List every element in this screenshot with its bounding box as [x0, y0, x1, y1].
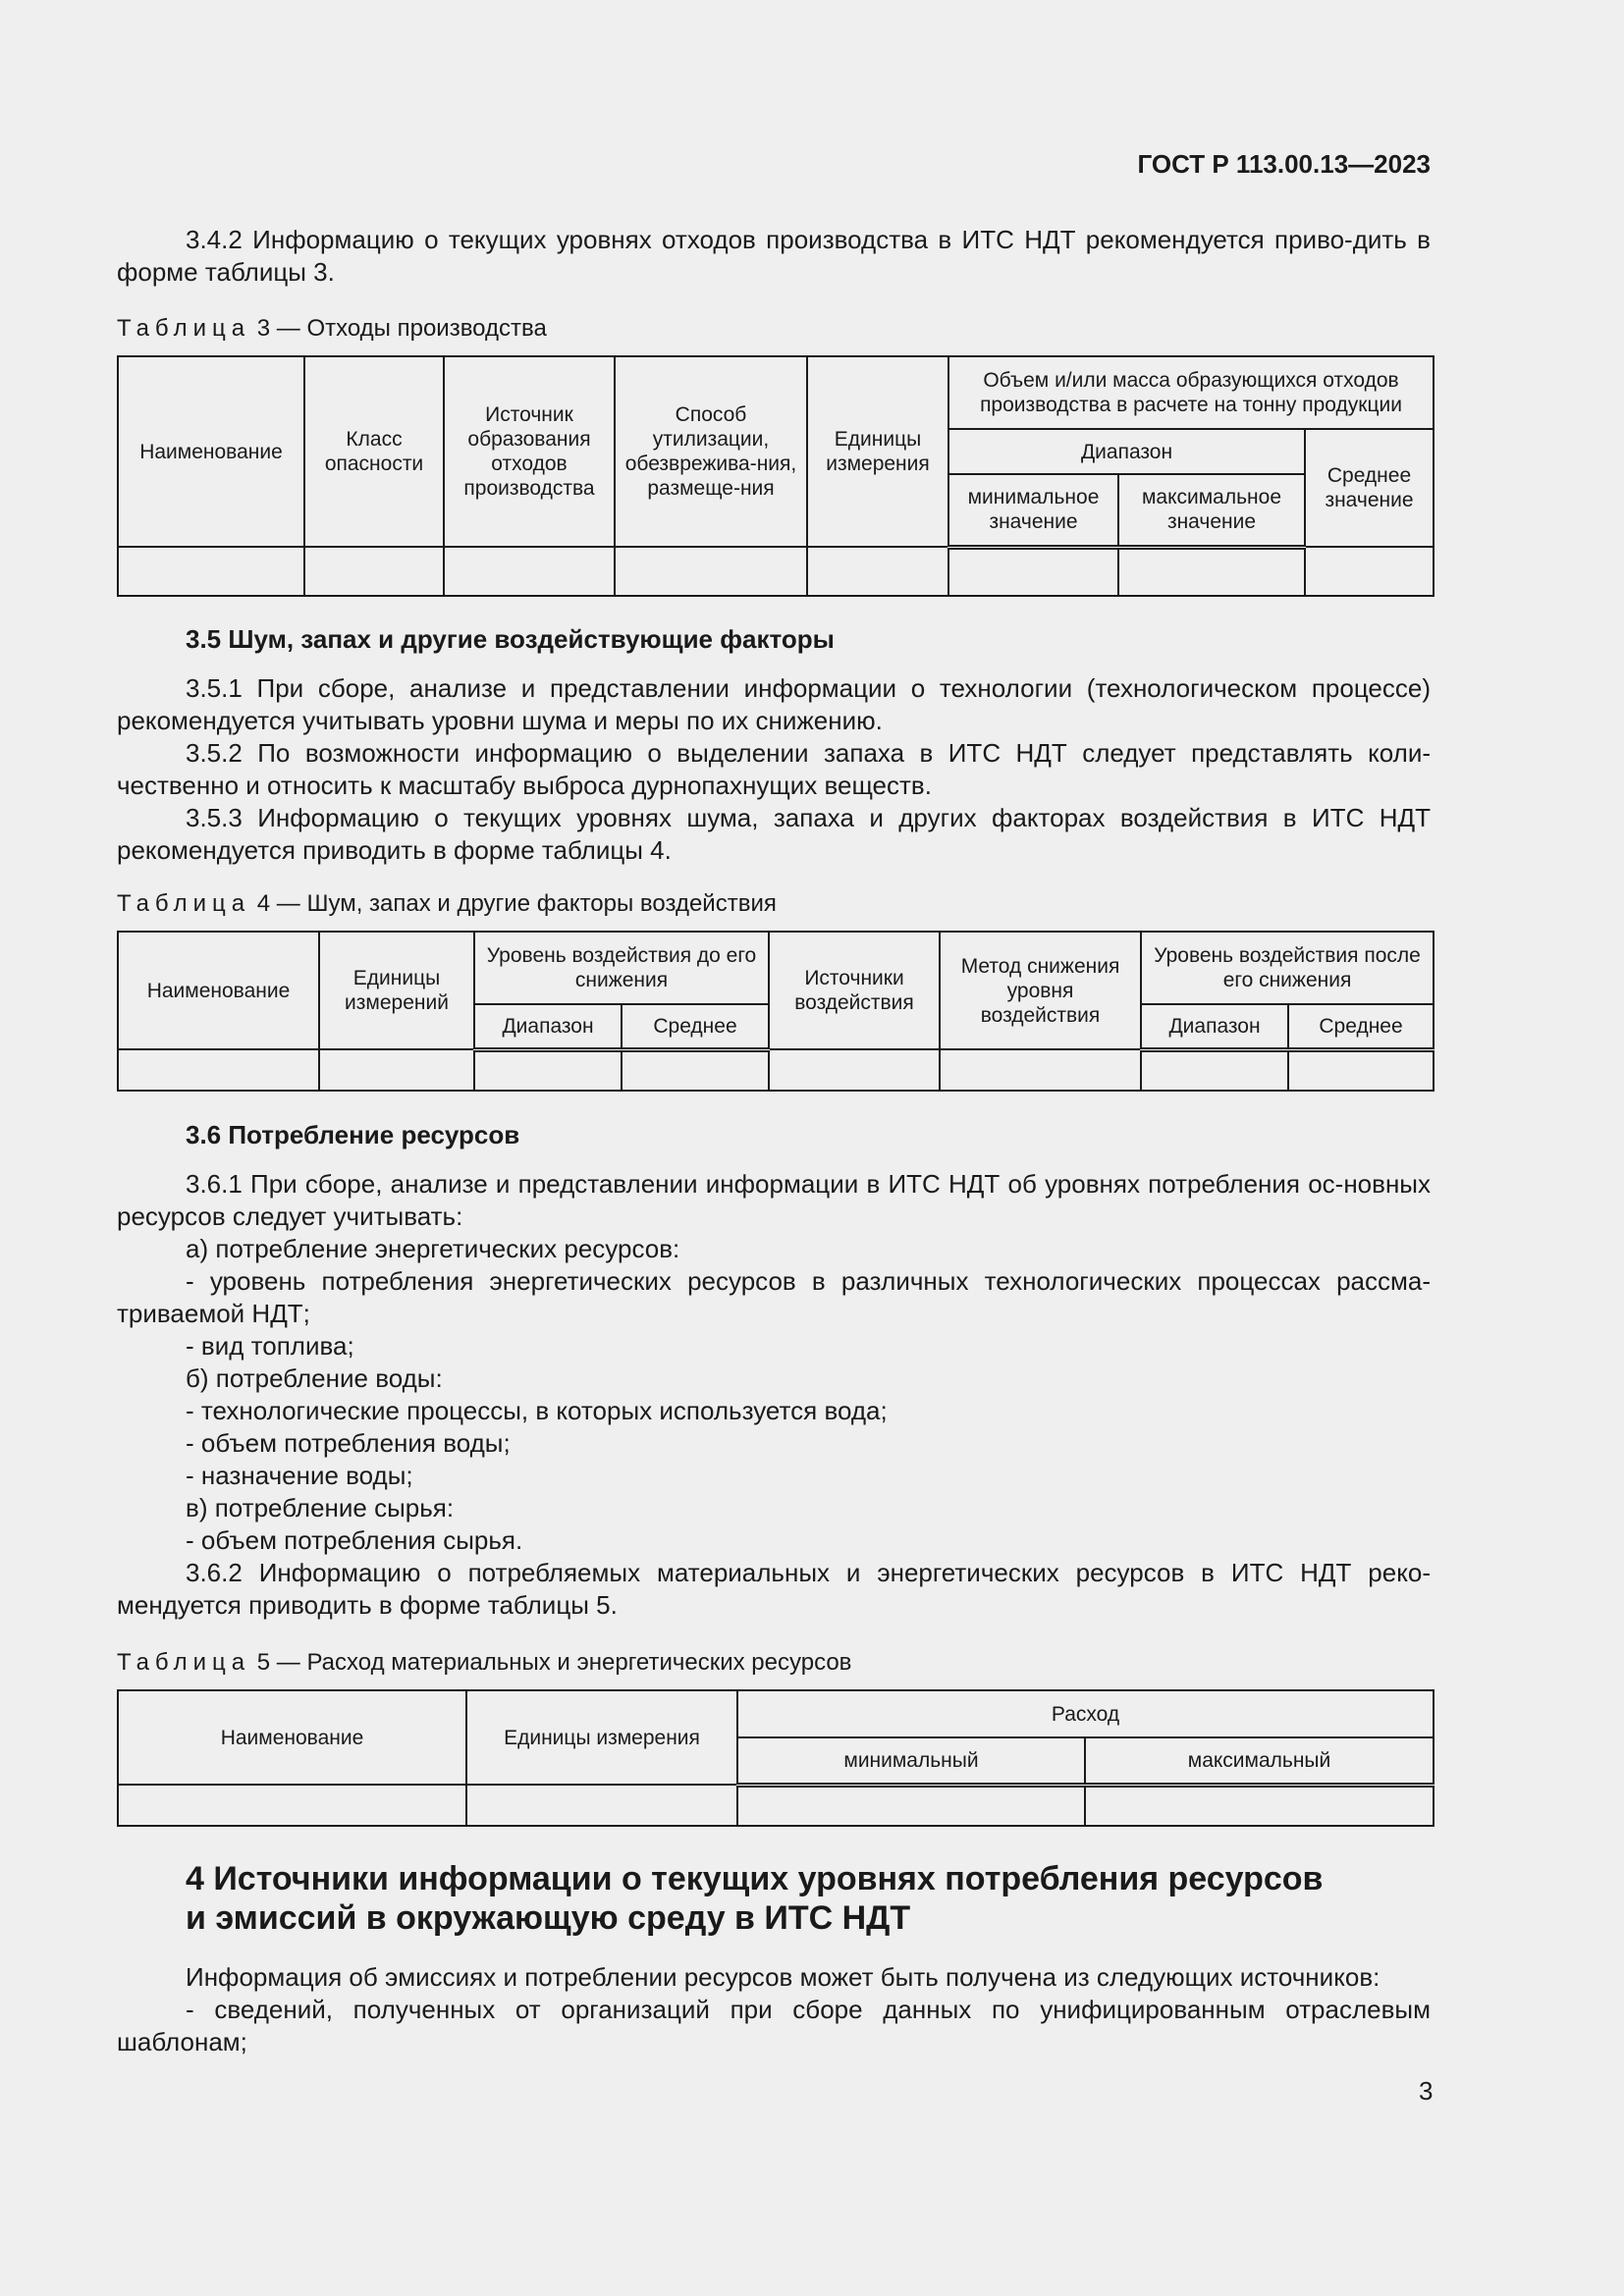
list-item: в) потребление сырья:: [186, 1493, 455, 1522]
table3-wrap: [117, 355, 1435, 597]
th-sources: Источники воздействия: [769, 932, 940, 1049]
section-3-5: [117, 623, 1431, 867]
th-method: Метод снижения уровня воздействия: [940, 932, 1141, 1049]
caption-text: 5 — Расход материальных и энергетических ресурсов: [256, 1649, 852, 1676]
th-units: Единицы измерения: [466, 1690, 737, 1785]
th-avg-after: Среднее: [1288, 1004, 1434, 1049]
table-row: [118, 1785, 1434, 1826]
table-label: Таблица: [117, 890, 251, 917]
list-item: а) потребление энергетических ресурсов:: [186, 1234, 680, 1263]
list-item: - уровень потребления энергетических ресурсов в различных технологических процессах рассма-триваемой НДТ;: [117, 1266, 1431, 1328]
th-max: максимальный: [1085, 1737, 1434, 1785]
section-3-4-2: [117, 224, 1431, 289]
page-number: 3: [1419, 2076, 1434, 2106]
chapter-title-line1: 4 Источники информации о текущих уровнях потребления ресурсов: [186, 1860, 1324, 1897]
paragraph: 3.4.2 Информацию о текущих уровнях отходов производства в ИТС НДТ рекомендуется приво-дить в форме таблицы 3.: [117, 225, 1431, 287]
th-min: минимальный: [737, 1737, 1085, 1785]
caption-text: 4 — Шум, запах и другие факторы воздействия: [256, 890, 777, 917]
paragraph: - сведений, полученных от организаций при сборе данных по унифицированным отраслевым шаблонам;: [117, 1995, 1431, 2056]
paragraph: 3.5.2 По возможности информацию о выделении запаха в ИТС НДТ следует представлять коли-чественно и относить к масштабу выброса дурнопахнущих веществ.: [117, 738, 1431, 800]
standard-code: ГОСТ Р 113.00.13—2023: [1137, 149, 1431, 179]
table-row: [118, 1049, 1434, 1091]
th-class: Класс опасности: [304, 356, 444, 547]
list-item: - технологические процессы, в которых используется вода;: [186, 1396, 888, 1425]
th-units: Единицы измерений: [319, 932, 474, 1049]
table4-caption-block: [117, 887, 1431, 920]
th-range: Диапазон: [474, 1004, 622, 1049]
caption-text: 3 — Отходы производства: [256, 315, 547, 342]
th-name: Наименование: [118, 356, 304, 547]
table-label: Таблица: [117, 315, 251, 342]
th-max: максимальное значение: [1118, 474, 1305, 547]
table3: [117, 355, 1435, 597]
list-item: - назначение воды;: [186, 1461, 413, 1490]
section-3-6: [117, 1119, 1431, 1622]
th-name: Наименование: [118, 932, 319, 1049]
list-item: - объем потребления сырья.: [186, 1525, 523, 1555]
paragraph: 3.6.2 Информацию о потребляемых материальных и энергетических ресурсов в ИТС НДТ реко-мендуется приводить в форме таблицы 5.: [117, 1558, 1431, 1620]
paragraph: Информация об эмиссиях и потреблении ресурсов может быть получена из следующих источников:: [186, 1962, 1380, 1992]
table5-wrap: [117, 1689, 1435, 1827]
th-range: Диапазон: [948, 429, 1305, 474]
section-title: 3.5 Шум, запах и другие воздействующие факторы: [186, 624, 835, 654]
list-item: б) потребление воды:: [186, 1363, 443, 1393]
table4: [117, 931, 1435, 1092]
th-method: Способ утилизации, обезврежива-ния, размеще-ния: [615, 356, 807, 547]
section-4: [117, 1859, 1431, 2058]
paragraph: 3.5.3 Информацию о текущих уровнях шума, запаха и других факторах воздействия в ИТС НДТ рекомендуется приводить в форме таблицы 4.: [117, 803, 1431, 865]
list-item: - объем потребления воды;: [186, 1428, 511, 1458]
table4-caption: [117, 887, 1431, 920]
paragraph: 3.6.1 При сборе, анализе и представлении информации в ИТС НДТ об уровнях потребления ос-новных ресурсов следует учитывать:: [117, 1169, 1431, 1231]
table5: [117, 1689, 1435, 1827]
th-range-after: Диапазон: [1141, 1004, 1288, 1049]
table-row: [118, 547, 1434, 596]
th-avg: Среднее значение: [1305, 429, 1434, 547]
table5-caption-block: [117, 1646, 1431, 1679]
th-after: Уровень воздействия после его снижения: [1141, 932, 1434, 1004]
th-before: Уровень воздействия до его снижения: [474, 932, 769, 1004]
th-units: Единицы измерения: [807, 356, 948, 547]
th-avg: Среднее: [622, 1004, 769, 1049]
table3-caption: [117, 312, 1431, 345]
th-consumption: Расход: [737, 1690, 1434, 1737]
chapter-title-line2: и эмиссий в окружающую среду в ИТС НДТ: [186, 1899, 911, 1937]
list-item: - вид топлива;: [186, 1331, 354, 1361]
table3-caption-block: [117, 312, 1431, 345]
section-title: 3.6 Потребление ресурсов: [186, 1120, 520, 1149]
table4-wrap: [117, 931, 1435, 1092]
table-label: Таблица: [117, 1649, 251, 1676]
th-min: минимальное значение: [948, 474, 1118, 547]
table5-caption: [117, 1646, 1431, 1679]
th-name: Наименование: [118, 1690, 466, 1785]
th-volume: Объем и/или масса образующихся отходов производства в расчете на тонну продукции: [948, 356, 1434, 429]
th-source: Источник образования отходов производства: [444, 356, 615, 547]
paragraph: 3.5.1 При сборе, анализе и представлении информации о технологии (технологическом процессе) рекомендуется учитывать уровни шума и меры по их снижению.: [117, 673, 1431, 735]
